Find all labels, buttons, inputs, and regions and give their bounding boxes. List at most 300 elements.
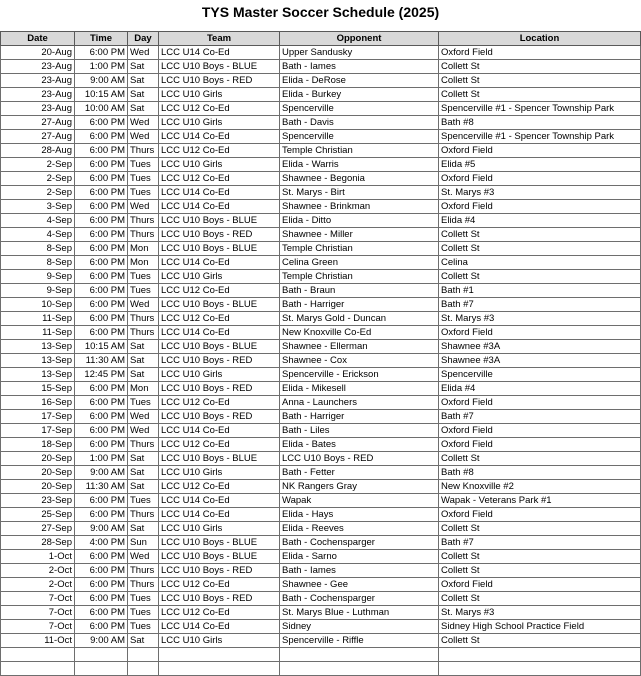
cell-location[interactable]: Collett St: [439, 88, 641, 102]
header-team[interactable]: Team: [159, 32, 280, 46]
cell-date[interactable]: 11-Sep: [1, 326, 75, 340]
cell-time[interactable]: 6:00 PM: [75, 46, 128, 60]
cell-date[interactable]: 8-Sep: [1, 256, 75, 270]
cell-opponent[interactable]: Bath - Cochensparger: [280, 592, 439, 606]
empty-row: [1, 648, 641, 662]
cell-day[interactable]: Sat: [128, 60, 159, 74]
cell-date[interactable]: 3-Sep: [1, 200, 75, 214]
cell-time[interactable]: 10:00 AM: [75, 102, 128, 116]
cell-day[interactable]: Wed: [128, 46, 159, 60]
cell-day[interactable]: Tues: [128, 284, 159, 298]
cell-time[interactable]: 12:45 PM: [75, 368, 128, 382]
cell-day[interactable]: Thurs: [128, 578, 159, 592]
cell-location[interactable]: Spencerville #1 - Spencer Township Park: [439, 130, 641, 144]
cell-day[interactable]: Tues: [128, 396, 159, 410]
cell-opponent[interactable]: Elida - Hays: [280, 508, 439, 522]
table-row: [1, 396, 641, 410]
table-row: [1, 116, 641, 130]
cell-location[interactable]: Oxford Field: [439, 326, 641, 340]
cell-location[interactable]: Oxford Field: [439, 200, 641, 214]
cell-date[interactable]: 11-Sep: [1, 312, 75, 326]
header-day[interactable]: Day: [128, 32, 159, 46]
cell-date[interactable]: 7-Oct: [1, 620, 75, 634]
cell-team[interactable]: LCC U12 Co-Ed: [159, 578, 280, 592]
cell-opponent[interactable]: Spencerville: [280, 102, 439, 116]
cell-time[interactable]: 6:00 PM: [75, 326, 128, 340]
cell-day[interactable]: Tues: [128, 620, 159, 634]
empty-cell[interactable]: [128, 662, 159, 676]
cell-team[interactable]: LCC U10 Girls: [159, 522, 280, 536]
cell-time[interactable]: 9:00 AM: [75, 466, 128, 480]
cell-time[interactable]: 1:00 PM: [75, 60, 128, 74]
cell-team[interactable]: LCC U10 Boys - RED: [159, 592, 280, 606]
cell-time[interactable]: 6:00 PM: [75, 186, 128, 200]
cell-team[interactable]: LCC U10 Boys - BLUE: [159, 242, 280, 256]
table-row: [1, 592, 641, 606]
cell-date[interactable]: 11-Oct: [1, 634, 75, 648]
cell-team[interactable]: LCC U12 Co-Ed: [159, 312, 280, 326]
cell-location[interactable]: Sidney High School Practice Field: [439, 620, 641, 634]
cell-day[interactable]: Wed: [128, 200, 159, 214]
cell-day[interactable]: Tues: [128, 158, 159, 172]
cell-time[interactable]: 6:00 PM: [75, 228, 128, 242]
cell-time[interactable]: 6:00 PM: [75, 424, 128, 438]
cell-team[interactable]: LCC U12 Co-Ed: [159, 606, 280, 620]
cell-location[interactable]: Celina: [439, 256, 641, 270]
cell-location[interactable]: Spencerville #1 - Spencer Township Park: [439, 102, 641, 116]
cell-day[interactable]: Sat: [128, 88, 159, 102]
cell-time[interactable]: 6:00 PM: [75, 284, 128, 298]
table-row: [1, 466, 641, 480]
cell-opponent[interactable]: Elida - DeRose: [280, 74, 439, 88]
cell-date[interactable]: 25-Sep: [1, 508, 75, 522]
cell-location[interactable]: Oxford Field: [439, 396, 641, 410]
cell-time[interactable]: 6:00 PM: [75, 242, 128, 256]
cell-opponent[interactable]: Temple Christian: [280, 242, 439, 256]
cell-location[interactable]: Oxford Field: [439, 438, 641, 452]
cell-day[interactable]: Sat: [128, 466, 159, 480]
cell-opponent[interactable]: Shawnee - Cox: [280, 354, 439, 368]
cell-date[interactable]: 23-Sep: [1, 494, 75, 508]
cell-location[interactable]: Elida #4: [439, 382, 641, 396]
cell-team[interactable]: LCC U12 Co-Ed: [159, 480, 280, 494]
cell-team[interactable]: LCC U10 Boys - RED: [159, 228, 280, 242]
cell-date[interactable]: 16-Sep: [1, 396, 75, 410]
cell-team[interactable]: LCC U10 Girls: [159, 116, 280, 130]
cell-time[interactable]: 4:00 PM: [75, 536, 128, 550]
cell-team[interactable]: LCC U14 Co-Ed: [159, 186, 280, 200]
cell-date[interactable]: 1-Oct: [1, 550, 75, 564]
cell-location[interactable]: Oxford Field: [439, 144, 641, 158]
cell-opponent[interactable]: Elida - Sarno: [280, 550, 439, 564]
cell-time[interactable]: 9:00 AM: [75, 74, 128, 88]
cell-opponent[interactable]: Anna - Launchers: [280, 396, 439, 410]
cell-date[interactable]: 2-Sep: [1, 158, 75, 172]
cell-team[interactable]: LCC U10 Boys - RED: [159, 410, 280, 424]
table-row: [1, 298, 641, 312]
cell-time[interactable]: 6:00 PM: [75, 298, 128, 312]
cell-date[interactable]: 8-Sep: [1, 242, 75, 256]
cell-opponent[interactable]: Shawnee - Ellerman: [280, 340, 439, 354]
cell-opponent[interactable]: Celina Green: [280, 256, 439, 270]
cell-opponent[interactable]: Elida - Bates: [280, 438, 439, 452]
cell-day[interactable]: Sat: [128, 522, 159, 536]
cell-time[interactable]: 6:00 PM: [75, 158, 128, 172]
cell-opponent[interactable]: Shawnee - Brinkman: [280, 200, 439, 214]
cell-location[interactable]: Collett St: [439, 550, 641, 564]
cell-opponent[interactable]: LCC U10 Boys - RED: [280, 452, 439, 466]
cell-location[interactable]: Wapak - Veterans Park #1: [439, 494, 641, 508]
cell-day[interactable]: Thurs: [128, 508, 159, 522]
cell-date[interactable]: 23-Aug: [1, 88, 75, 102]
cell-team[interactable]: LCC U12 Co-Ed: [159, 102, 280, 116]
cell-date[interactable]: 10-Sep: [1, 298, 75, 312]
empty-cell[interactable]: [159, 648, 280, 662]
cell-team[interactable]: LCC U10 Boys - BLUE: [159, 60, 280, 74]
cell-day[interactable]: Sat: [128, 354, 159, 368]
cell-day[interactable]: Wed: [128, 410, 159, 424]
cell-date[interactable]: 13-Sep: [1, 368, 75, 382]
header-opponent[interactable]: Opponent: [280, 32, 439, 46]
cell-opponent[interactable]: Bath - Iames: [280, 60, 439, 74]
cell-time[interactable]: 10:15 AM: [75, 88, 128, 102]
cell-opponent[interactable]: Shawnee - Miller: [280, 228, 439, 242]
cell-date[interactable]: 2-Sep: [1, 186, 75, 200]
cell-day[interactable]: Sat: [128, 74, 159, 88]
cell-location[interactable]: Oxford Field: [439, 172, 641, 186]
cell-opponent[interactable]: Bath - Harriger: [280, 410, 439, 424]
cell-team[interactable]: LCC U12 Co-Ed: [159, 144, 280, 158]
cell-time[interactable]: 9:00 AM: [75, 522, 128, 536]
empty-cell[interactable]: [128, 648, 159, 662]
cell-location[interactable]: Oxford Field: [439, 508, 641, 522]
cell-day[interactable]: Sat: [128, 368, 159, 382]
cell-date[interactable]: 13-Sep: [1, 354, 75, 368]
cell-date[interactable]: 4-Sep: [1, 228, 75, 242]
cell-location[interactable]: Bath #7: [439, 410, 641, 424]
cell-team[interactable]: LCC U14 Co-Ed: [159, 46, 280, 60]
empty-cell[interactable]: [439, 662, 641, 676]
cell-date[interactable]: 20-Aug: [1, 46, 75, 60]
cell-day[interactable]: Sat: [128, 634, 159, 648]
cell-team[interactable]: LCC U14 Co-Ed: [159, 200, 280, 214]
cell-location[interactable]: Oxford Field: [439, 578, 641, 592]
cell-date[interactable]: 9-Sep: [1, 284, 75, 298]
header-location[interactable]: Location: [439, 32, 641, 46]
cell-location[interactable]: Bath #1: [439, 284, 641, 298]
cell-team[interactable]: LCC U14 Co-Ed: [159, 424, 280, 438]
empty-cell[interactable]: [75, 662, 128, 676]
schedule-table: [0, 31, 641, 676]
cell-location[interactable]: Elida #5: [439, 158, 641, 172]
cell-opponent[interactable]: Shawnee - Begonia: [280, 172, 439, 186]
cell-time[interactable]: 1:00 PM: [75, 452, 128, 466]
cell-day[interactable]: Thurs: [128, 438, 159, 452]
empty-cell[interactable]: [280, 648, 439, 662]
cell-opponent[interactable]: Temple Christian: [280, 270, 439, 284]
cell-location[interactable]: Spencerville: [439, 368, 641, 382]
cell-date[interactable]: 17-Sep: [1, 424, 75, 438]
cell-location[interactable]: Bath #8: [439, 116, 641, 130]
cell-time[interactable]: 6:00 PM: [75, 270, 128, 284]
cell-time[interactable]: 6:00 PM: [75, 578, 128, 592]
cell-location[interactable]: Shawnee #3A: [439, 354, 641, 368]
table-row: [1, 228, 641, 242]
cell-date[interactable]: 18-Sep: [1, 438, 75, 452]
cell-team[interactable]: LCC U10 Boys - RED: [159, 354, 280, 368]
table-row: [1, 200, 641, 214]
cell-time[interactable]: 6:00 PM: [75, 620, 128, 634]
cell-location[interactable]: Collett St: [439, 228, 641, 242]
cell-opponent[interactable]: St. Marys Blue - Luthman: [280, 606, 439, 620]
cell-time[interactable]: 6:00 PM: [75, 130, 128, 144]
table-row: [1, 634, 641, 648]
cell-time[interactable]: 6:00 PM: [75, 200, 128, 214]
cell-location[interactable]: Collett St: [439, 60, 641, 74]
cell-time[interactable]: 6:00 PM: [75, 144, 128, 158]
cell-location[interactable]: St. Marys #3: [439, 606, 641, 620]
cell-day[interactable]: Wed: [128, 298, 159, 312]
cell-date[interactable]: 20-Sep: [1, 466, 75, 480]
cell-opponent[interactable]: Wapak: [280, 494, 439, 508]
cell-team[interactable]: LCC U10 Girls: [159, 368, 280, 382]
cell-date[interactable]: 27-Aug: [1, 116, 75, 130]
cell-team[interactable]: LCC U10 Boys - BLUE: [159, 536, 280, 550]
cell-opponent[interactable]: Elida - Reeves: [280, 522, 439, 536]
cell-team[interactable]: LCC U10 Boys - RED: [159, 74, 280, 88]
empty-cell[interactable]: [1, 648, 75, 662]
cell-time[interactable]: 6:00 PM: [75, 550, 128, 564]
cell-location[interactable]: Oxford Field: [439, 46, 641, 60]
cell-date[interactable]: 9-Sep: [1, 270, 75, 284]
cell-opponent[interactable]: Sidney: [280, 620, 439, 634]
cell-time[interactable]: 6:00 PM: [75, 214, 128, 228]
cell-day[interactable]: Sat: [128, 452, 159, 466]
cell-date[interactable]: 15-Sep: [1, 382, 75, 396]
table-row: [1, 60, 641, 74]
table-row: [1, 242, 641, 256]
cell-opponent[interactable]: Shawnee - Gee: [280, 578, 439, 592]
cell-team[interactable]: LCC U10 Boys - RED: [159, 382, 280, 396]
cell-date[interactable]: 20-Sep: [1, 452, 75, 466]
cell-location[interactable]: Bath #7: [439, 536, 641, 550]
cell-location[interactable]: St. Marys #3: [439, 186, 641, 200]
cell-location[interactable]: Collett St: [439, 452, 641, 466]
cell-time[interactable]: 6:00 PM: [75, 494, 128, 508]
cell-day[interactable]: Tues: [128, 592, 159, 606]
cell-opponent[interactable]: Bath - Fetter: [280, 466, 439, 480]
cell-team[interactable]: LCC U10 Girls: [159, 158, 280, 172]
cell-opponent[interactable]: Temple Christian: [280, 144, 439, 158]
cell-team[interactable]: LCC U14 Co-Ed: [159, 494, 280, 508]
cell-team[interactable]: LCC U14 Co-Ed: [159, 620, 280, 634]
cell-location[interactable]: Bath #8: [439, 466, 641, 480]
cell-date[interactable]: 7-Oct: [1, 592, 75, 606]
cell-date[interactable]: 13-Sep: [1, 340, 75, 354]
cell-opponent[interactable]: St. Marys - Birt: [280, 186, 439, 200]
cell-opponent[interactable]: Spencerville: [280, 130, 439, 144]
cell-team[interactable]: LCC U12 Co-Ed: [159, 172, 280, 186]
cell-time[interactable]: 6:00 PM: [75, 172, 128, 186]
cell-opponent[interactable]: Bath - Cochensparger: [280, 536, 439, 550]
table-row: [1, 368, 641, 382]
cell-day[interactable]: Wed: [128, 116, 159, 130]
cell-team[interactable]: LCC U10 Boys - RED: [159, 564, 280, 578]
cell-day[interactable]: Wed: [128, 130, 159, 144]
cell-team[interactable]: LCC U14 Co-Ed: [159, 508, 280, 522]
header-row: [1, 32, 641, 46]
cell-date[interactable]: 28-Aug: [1, 144, 75, 158]
cell-team[interactable]: LCC U12 Co-Ed: [159, 284, 280, 298]
cell-time[interactable]: 10:15 AM: [75, 340, 128, 354]
cell-time[interactable]: 6:00 PM: [75, 410, 128, 424]
table-row: [1, 340, 641, 354]
cell-opponent[interactable]: Upper Sandusky: [280, 46, 439, 60]
cell-location[interactable]: Collett St: [439, 270, 641, 284]
cell-team[interactable]: LCC U10 Girls: [159, 634, 280, 648]
cell-location[interactable]: Collett St: [439, 74, 641, 88]
cell-date[interactable]: 2-Sep: [1, 172, 75, 186]
cell-opponent[interactable]: Elida - Burkey: [280, 88, 439, 102]
cell-day[interactable]: Mon: [128, 256, 159, 270]
cell-date[interactable]: 7-Oct: [1, 606, 75, 620]
cell-opponent[interactable]: St. Marys Gold - Duncan: [280, 312, 439, 326]
cell-day[interactable]: Wed: [128, 550, 159, 564]
cell-day[interactable]: Thurs: [128, 326, 159, 340]
cell-time[interactable]: 9:00 AM: [75, 634, 128, 648]
cell-day[interactable]: Thurs: [128, 228, 159, 242]
cell-day[interactable]: Mon: [128, 242, 159, 256]
cell-date[interactable]: 23-Aug: [1, 102, 75, 116]
cell-time[interactable]: 6:00 PM: [75, 312, 128, 326]
cell-date[interactable]: 27-Sep: [1, 522, 75, 536]
header-time[interactable]: Time: [75, 32, 128, 46]
cell-opponent[interactable]: Bath - Liles: [280, 424, 439, 438]
cell-day[interactable]: Mon: [128, 382, 159, 396]
cell-time[interactable]: 6:00 PM: [75, 592, 128, 606]
cell-day[interactable]: Sat: [128, 102, 159, 116]
empty-cell[interactable]: [1, 662, 75, 676]
cell-location[interactable]: Shawnee #3A: [439, 340, 641, 354]
cell-date[interactable]: 20-Sep: [1, 480, 75, 494]
cell-day[interactable]: Wed: [128, 424, 159, 438]
table-row: [1, 522, 641, 536]
cell-team[interactable]: LCC U10 Boys - BLUE: [159, 340, 280, 354]
cell-location[interactable]: Collett St: [439, 242, 641, 256]
table-row: [1, 438, 641, 452]
cell-opponent[interactable]: Spencerville - Riffle: [280, 634, 439, 648]
cell-opponent[interactable]: Bath - Davis: [280, 116, 439, 130]
cell-team[interactable]: LCC U12 Co-Ed: [159, 396, 280, 410]
cell-opponent[interactable]: NK Rangers Gray: [280, 480, 439, 494]
cell-location[interactable]: Elida #4: [439, 214, 641, 228]
cell-team[interactable]: LCC U10 Girls: [159, 270, 280, 284]
cell-team[interactable]: LCC U14 Co-Ed: [159, 130, 280, 144]
cell-team[interactable]: LCC U10 Boys - BLUE: [159, 452, 280, 466]
cell-location[interactable]: Collett St: [439, 634, 641, 648]
cell-date[interactable]: 2-Oct: [1, 578, 75, 592]
cell-team[interactable]: LCC U10 Boys - BLUE: [159, 550, 280, 564]
cell-location[interactable]: Collett St: [439, 564, 641, 578]
cell-opponent[interactable]: Bath - Iames: [280, 564, 439, 578]
table-row: [1, 256, 641, 270]
cell-opponent[interactable]: Elida - Ditto: [280, 214, 439, 228]
cell-location[interactable]: Collett St: [439, 592, 641, 606]
cell-time[interactable]: 6:00 PM: [75, 256, 128, 270]
cell-time[interactable]: 6:00 PM: [75, 382, 128, 396]
empty-cell[interactable]: [159, 662, 280, 676]
table-row: [1, 508, 641, 522]
cell-time[interactable]: 6:00 PM: [75, 564, 128, 578]
table-row: [1, 88, 641, 102]
cell-team[interactable]: LCC U10 Girls: [159, 466, 280, 480]
cell-opponent[interactable]: Bath - Harriger: [280, 298, 439, 312]
cell-day[interactable]: Thurs: [128, 312, 159, 326]
cell-team[interactable]: LCC U14 Co-Ed: [159, 256, 280, 270]
cell-time[interactable]: 6:00 PM: [75, 438, 128, 452]
cell-day[interactable]: Thurs: [128, 144, 159, 158]
cell-team[interactable]: LCC U10 Boys - BLUE: [159, 298, 280, 312]
cell-time[interactable]: 11:30 AM: [75, 354, 128, 368]
table-row: [1, 382, 641, 396]
cell-date[interactable]: 28-Sep: [1, 536, 75, 550]
cell-team[interactable]: LCC U10 Girls: [159, 88, 280, 102]
cell-location[interactable]: Collett St: [439, 522, 641, 536]
header-date[interactable]: Date: [1, 32, 75, 46]
cell-date[interactable]: 23-Aug: [1, 74, 75, 88]
cell-location[interactable]: Bath #7: [439, 298, 641, 312]
empty-cell[interactable]: [280, 662, 439, 676]
cell-time[interactable]: 6:00 PM: [75, 606, 128, 620]
cell-time[interactable]: 11:30 AM: [75, 480, 128, 494]
cell-day[interactable]: Sun: [128, 536, 159, 550]
cell-date[interactable]: 27-Aug: [1, 130, 75, 144]
cell-opponent[interactable]: Spencerville - Erickson: [280, 368, 439, 382]
cell-time[interactable]: 6:00 PM: [75, 508, 128, 522]
cell-opponent[interactable]: Bath - Braun: [280, 284, 439, 298]
cell-day[interactable]: Thurs: [128, 214, 159, 228]
cell-location[interactable]: St. Marys #3: [439, 312, 641, 326]
cell-day[interactable]: Tues: [128, 270, 159, 284]
cell-date[interactable]: 17-Sep: [1, 410, 75, 424]
cell-day[interactable]: Sat: [128, 340, 159, 354]
cell-date[interactable]: 4-Sep: [1, 214, 75, 228]
cell-date[interactable]: 2-Oct: [1, 564, 75, 578]
cell-team[interactable]: LCC U14 Co-Ed: [159, 326, 280, 340]
cell-opponent[interactable]: New Knoxville Co-Ed: [280, 326, 439, 340]
cell-day[interactable]: Tues: [128, 606, 159, 620]
cell-team[interactable]: LCC U10 Boys - BLUE: [159, 214, 280, 228]
cell-day[interactable]: Sat: [128, 480, 159, 494]
empty-cell[interactable]: [75, 648, 128, 662]
cell-time[interactable]: 6:00 PM: [75, 396, 128, 410]
cell-location[interactable]: New Knoxville #2: [439, 480, 641, 494]
table-row: [1, 186, 641, 200]
cell-team[interactable]: LCC U12 Co-Ed: [159, 438, 280, 452]
cell-day[interactable]: Tues: [128, 186, 159, 200]
empty-cell[interactable]: [439, 648, 641, 662]
cell-day[interactable]: Tues: [128, 494, 159, 508]
cell-location[interactable]: Oxford Field: [439, 424, 641, 438]
table-row: [1, 606, 641, 620]
cell-opponent[interactable]: Elida - Mikesell: [280, 382, 439, 396]
cell-opponent[interactable]: Elida - Warris: [280, 158, 439, 172]
table-row: [1, 130, 641, 144]
cell-date[interactable]: 23-Aug: [1, 60, 75, 74]
cell-day[interactable]: Thurs: [128, 564, 159, 578]
cell-time[interactable]: 6:00 PM: [75, 116, 128, 130]
cell-day[interactable]: Tues: [128, 172, 159, 186]
